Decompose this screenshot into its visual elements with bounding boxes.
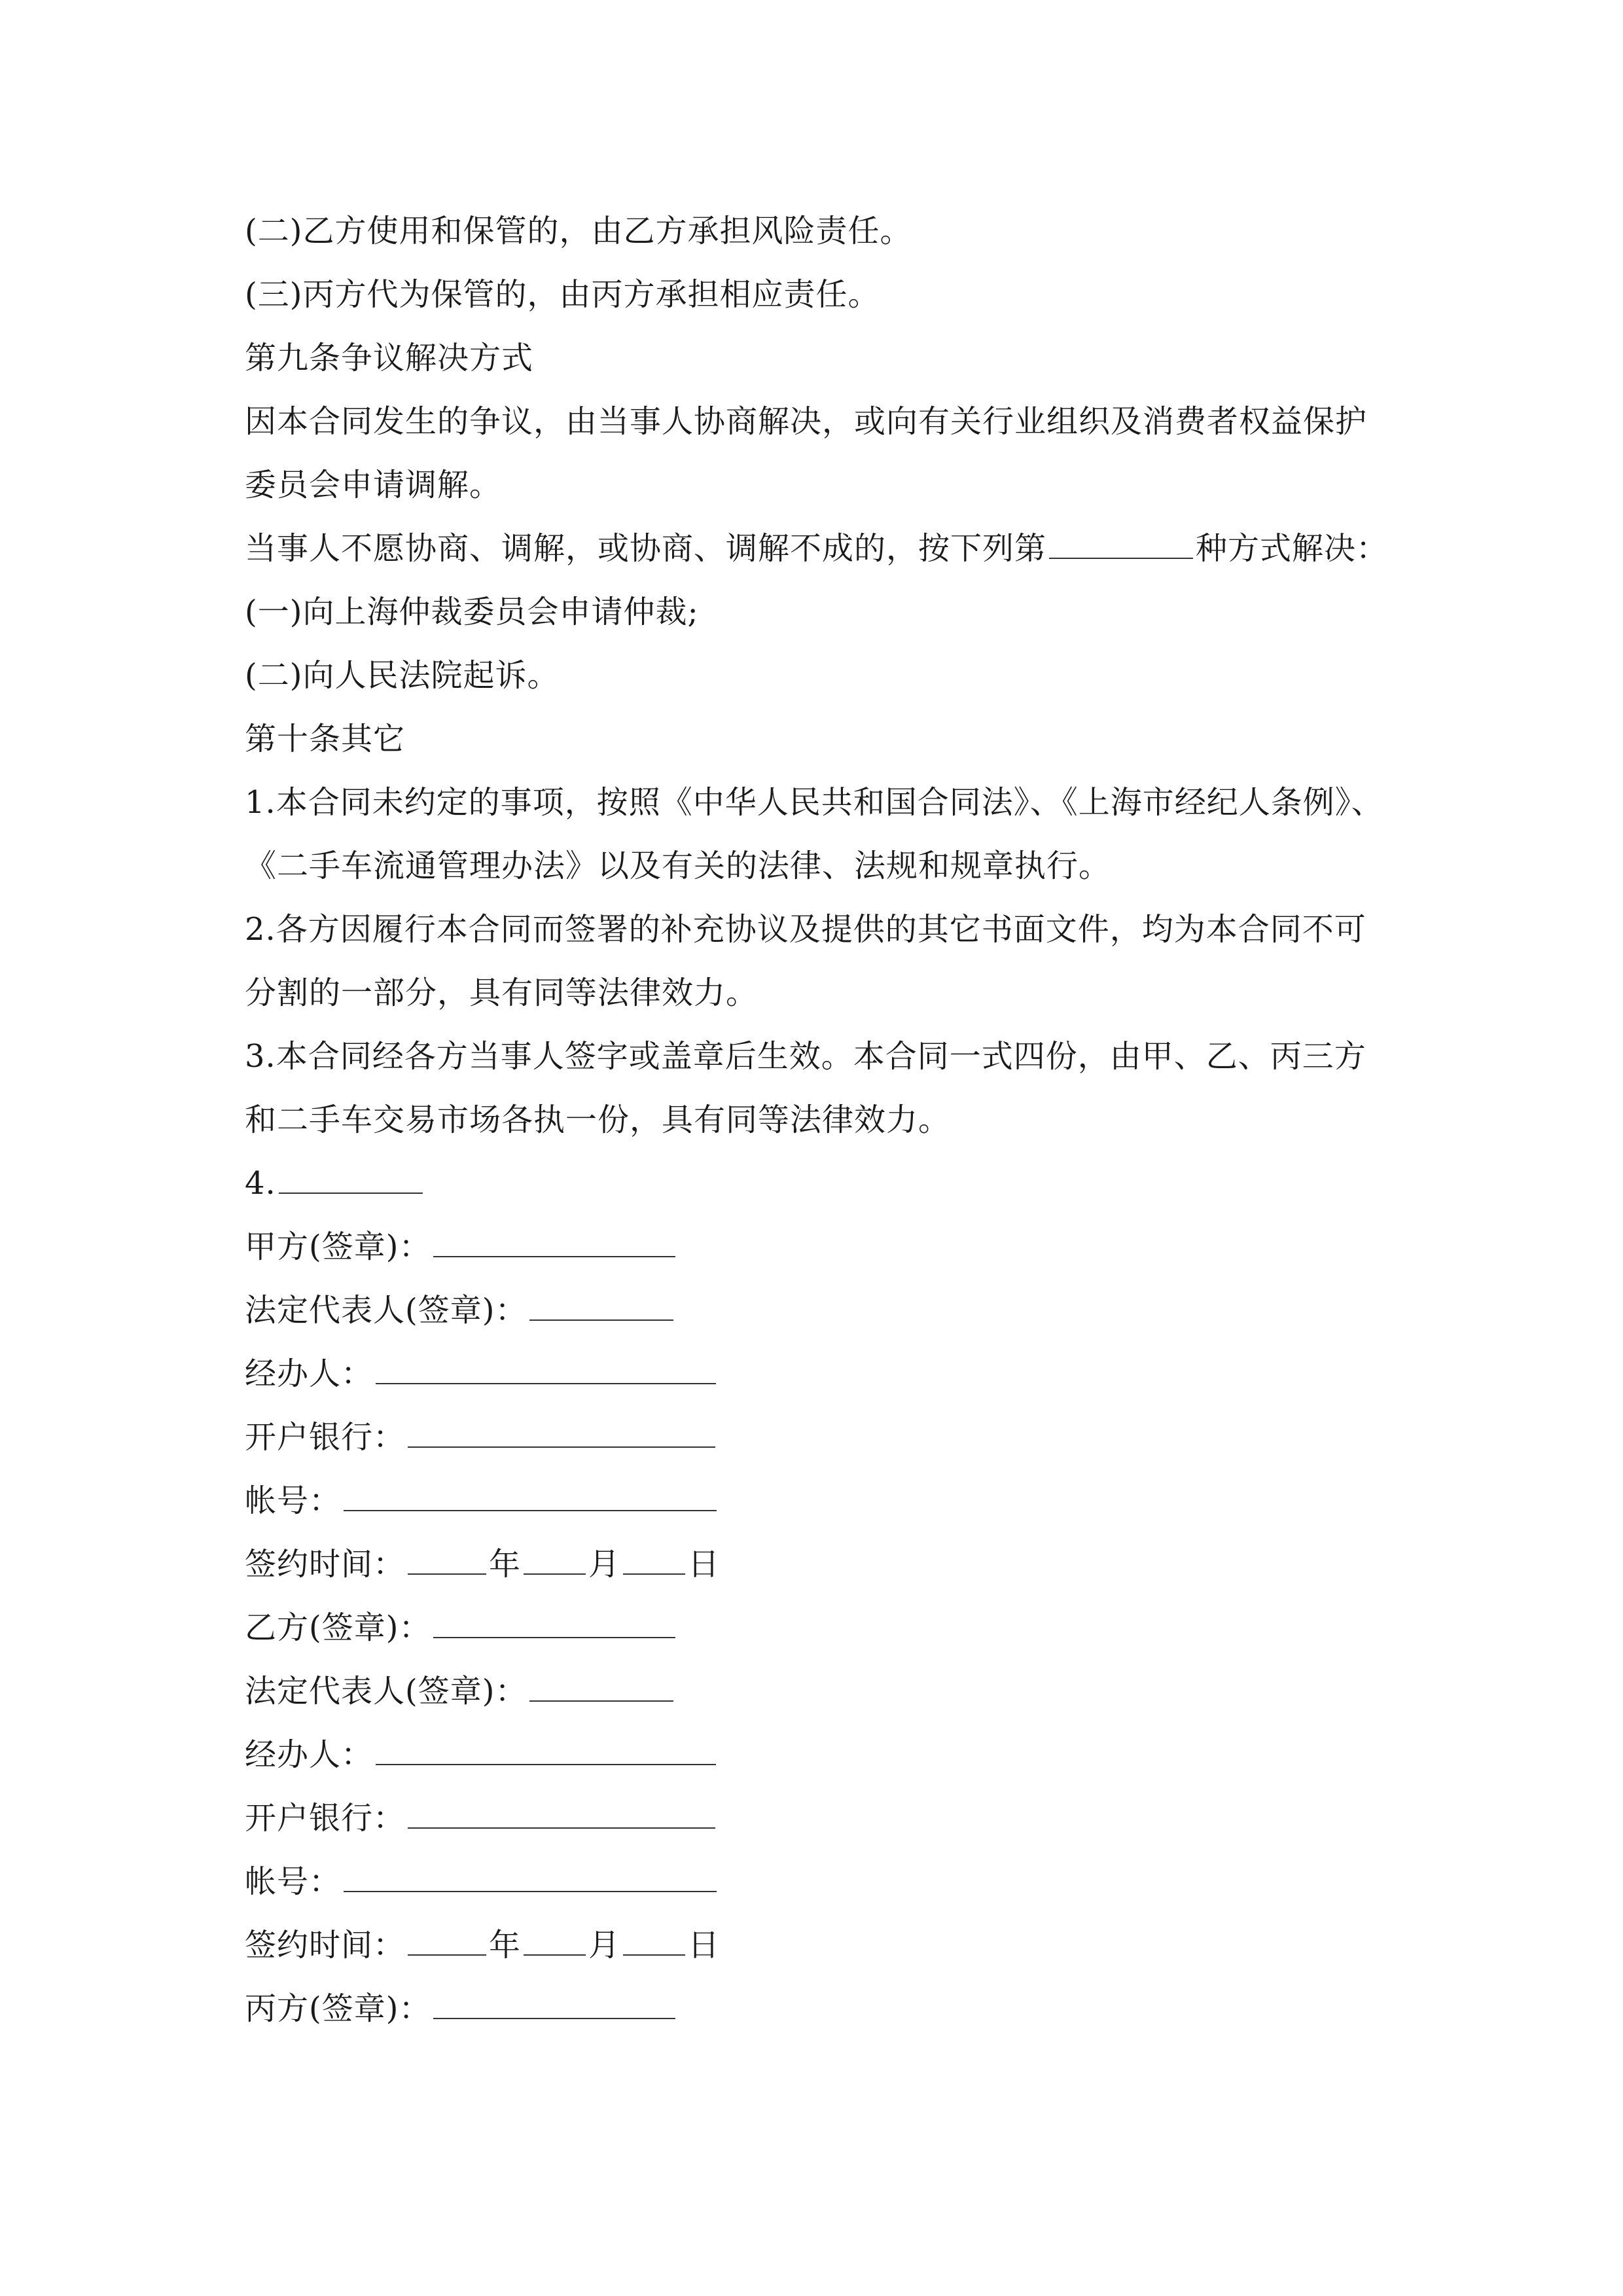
party-a-day-blank[interactable] <box>623 1545 685 1575</box>
party-b-seal: 乙方(签章)： <box>245 1608 678 1647</box>
party-a-seal: 甲方(签章)： <box>245 1227 678 1266</box>
clause-9-option-1: (一)向上海仲裁委员会申请仲裁; <box>245 594 699 630</box>
clause-10-item-4: 4. <box>245 1164 425 1203</box>
clause-9-text-line-1: 因本合同发生的争议，由当事人协商解决，或向有关行业组织及消费者权益保护 <box>245 403 1368 440</box>
party-b-account-blank[interactable] <box>344 1862 717 1892</box>
clause-10-item-3-line-1: 3.本合同经各方当事人签字或盖章后生效。本合同一式四份，由甲、乙、丙三方 <box>245 1038 1366 1075</box>
party-b-bank: 开户银行： <box>245 1799 718 1838</box>
party-a-seal-blank[interactable] <box>433 1227 675 1257</box>
method-number-blank[interactable] <box>1049 529 1193 559</box>
party-b-month-blank[interactable] <box>524 1926 586 1956</box>
party-b-agent-blank[interactable] <box>376 1735 716 1765</box>
item-4-blank[interactable] <box>279 1164 423 1194</box>
party-b-date: 签约时间： 年 月 日 <box>245 1927 721 1964</box>
party-b-day-blank[interactable] <box>623 1926 685 1956</box>
clause-8-item-2: (二)乙方使用和保管的，由乙方承担风险责任。 <box>245 213 912 249</box>
party-a-agent-blank[interactable] <box>376 1354 716 1384</box>
clause-10-item-3-line-2: 和二手车交易市场各执一份，具有同等法律效力。 <box>245 1102 951 1138</box>
party-b-seal-blank[interactable] <box>433 1608 675 1638</box>
party-b-rep-blank[interactable] <box>529 1672 673 1702</box>
party-a-month-blank[interactable] <box>524 1545 586 1575</box>
clause-9-heading: 第九条争议解决方式 <box>245 340 534 376</box>
clause-10-item-1-line-2: 《二手车流通管理办法》以及有关的法律、法规和规章执行。 <box>245 848 1111 884</box>
party-a-rep-blank[interactable] <box>529 1291 673 1321</box>
clause-9-option-2: (二)向人民法院起诉。 <box>245 657 560 694</box>
party-a-account: 帐号： <box>245 1481 719 1520</box>
party-a-bank-blank[interactable] <box>408 1418 715 1448</box>
party-c-seal-blank[interactable] <box>433 1989 675 2019</box>
clause-8-item-3: (三)丙方代为保管的，由丙方承担相应责任。 <box>245 276 880 313</box>
party-a-bank: 开户银行： <box>245 1418 718 1457</box>
party-b-year-blank[interactable] <box>408 1926 486 1956</box>
party-a-agent: 经办人： <box>245 1354 719 1393</box>
clause-9-method-choice: 当事人不愿协商、调解，或协商、调解不成的，按下列第 种方式解决： <box>245 530 1389 567</box>
clause-10-item-1-line-1: 1.本合同未约定的事项，按照《中华人民共和国合同法》、《上海市经纪人条例》、 <box>245 784 1383 821</box>
clause-10-item-2-line-2: 分割的一部分，具有同等法律效力。 <box>245 975 758 1011</box>
party-b-bank-blank[interactable] <box>408 1799 715 1829</box>
party-c-seal: 丙方(签章)： <box>245 1989 678 2028</box>
party-a-account-blank[interactable] <box>344 1481 717 1511</box>
clause-9-text-line-2: 委员会申请调解。 <box>245 467 502 503</box>
party-a-date: 签约时间： 年 月 日 <box>245 1546 721 1583</box>
clause-10-heading: 第十条其它 <box>245 721 406 757</box>
party-b-agent: 经办人： <box>245 1735 719 1774</box>
clause-10-item-2-line-1: 2.各方因履行本合同而签署的补充协议及提供的其它书面文件，均为本合同不可 <box>245 911 1366 948</box>
party-b-account: 帐号： <box>245 1862 719 1901</box>
party-b-rep: 法定代表人(签章)： <box>245 1672 676 1711</box>
party-a-rep: 法定代表人(签章)： <box>245 1291 676 1330</box>
party-a-year-blank[interactable] <box>408 1545 486 1575</box>
